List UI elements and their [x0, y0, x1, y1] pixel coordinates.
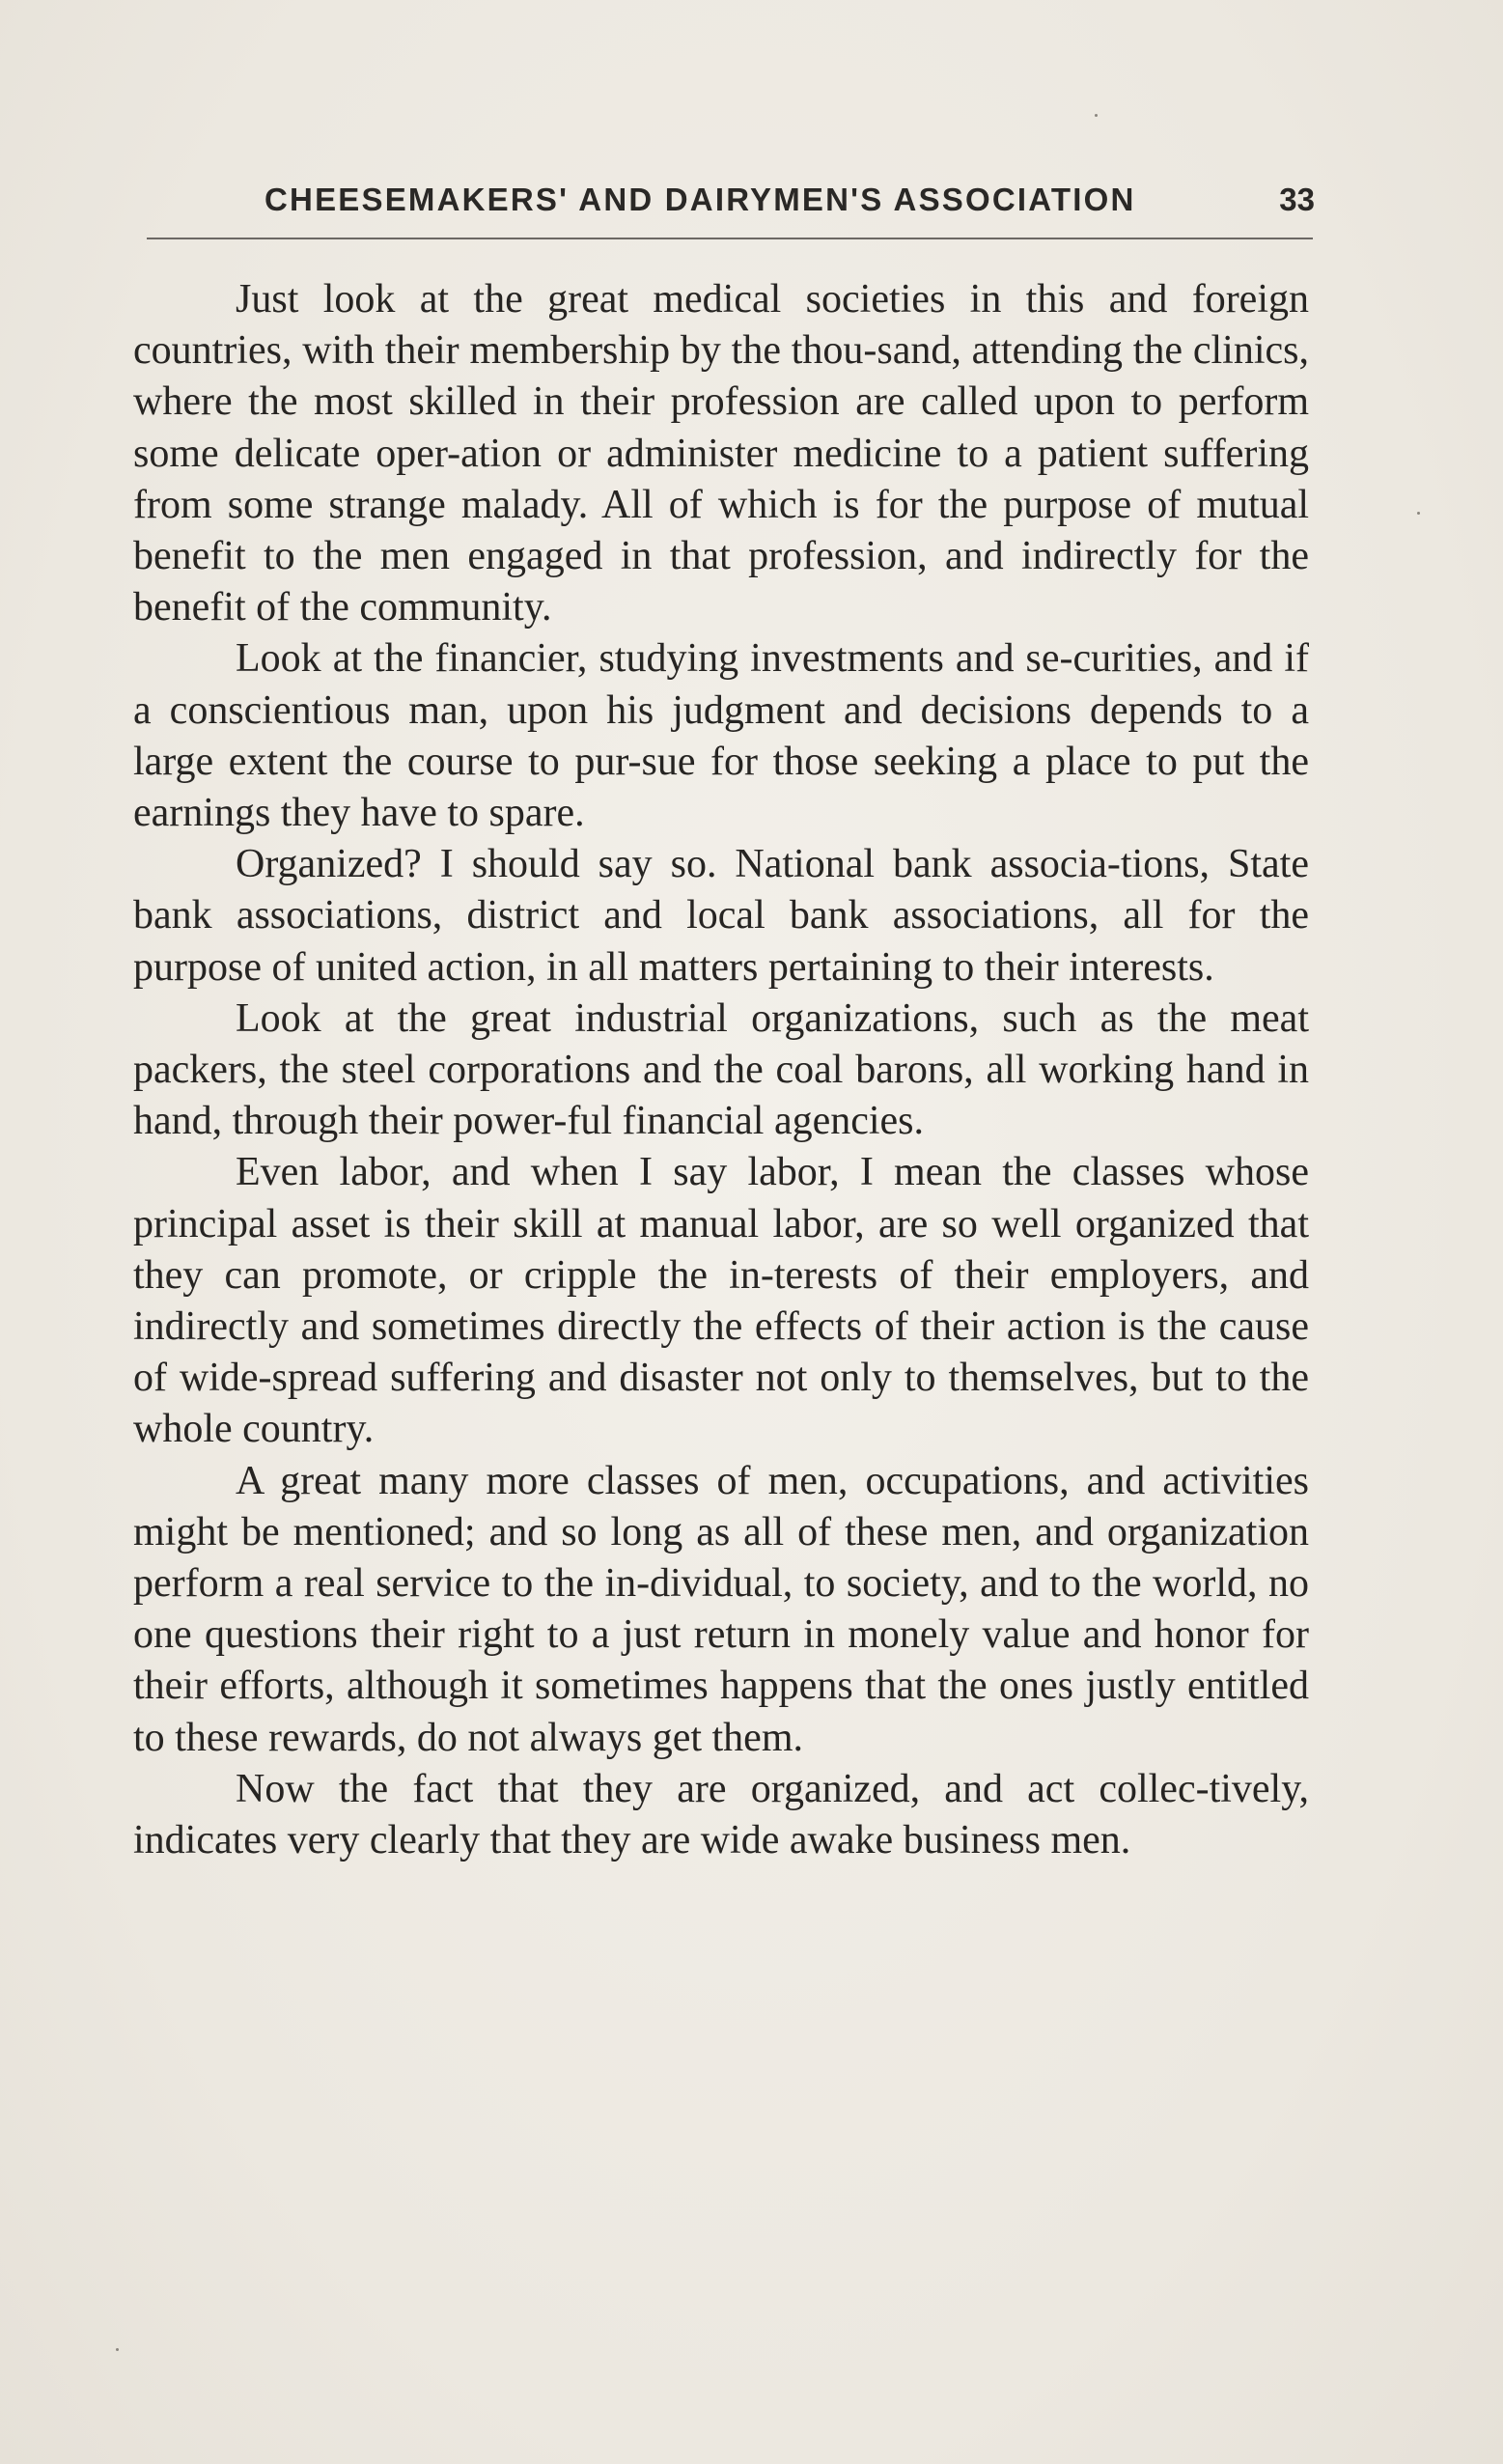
paragraph: Just look at the great medical societies in this and foreign countries, with their membership by the thou-sand, attending the clinics, where the most skilled in their profession are called upon to perform some delicate oper-ation or administer medicine to a patient suffering from some strange malady. All of which is for the purpose of mutual benefit to the men engaged in that profession, and indirectly for the benefit of the community. [133, 277, 1309, 630]
paper-speck [1095, 114, 1098, 117]
paper-speck [1417, 512, 1420, 515]
paragraph: Look at the financier, studying investments and se-curities, and if a conscientious man, upon his judgment and decisions depends to a large extent the course to pur-sue for those seeking a place to put the earnings they have to spare. [133, 636, 1309, 836]
paragraph: A great many more classes of men, occupations, and activities might be mentioned; and so long as all of these men, and organization perform a real service to the in-dividual, to society, and to the world, no one questions their right to a just return in monely value and honor for their efforts, although it sometimes happens that the ones justly entitled to these rewards, do not always get them. [133, 1458, 1309, 1760]
page-number: 33 [1279, 182, 1315, 217]
header-rule [147, 238, 1313, 239]
paragraph: Even labor, and when I say labor, I mean the classes whose principal asset is their skill at manual labor, are so well organized that they can promote, or cripple the in-terests of their employers, and indirectly and sometimes directly the effects of their action is the cause of wide-spread suffering and disaster not only to themselves, but to the whole country. [133, 1150, 1309, 1452]
running-title: CHEESEMAKERS' AND DAIRYMEN'S ASSOCIATION [264, 182, 1136, 217]
paragraph: Now the fact that they are organized, and act collec-tively, indicates very clearly that they are wide awake business men. [133, 1766, 1309, 1863]
page-header [147, 178, 1315, 228]
paper-speck [116, 2348, 119, 2351]
body-text [133, 274, 1309, 1866]
paragraph: Organized? I should say so. National bank associa-tions, State bank associations, district and local bank associations, all for the purpose of united action, in all matters pertaining to their interests. [133, 842, 1309, 990]
paragraph: Look at the great industrial organizations, such as the meat packers, the steel corporations and the coal barons, all working hand in hand, through their power-ful financial agencies. [133, 995, 1309, 1144]
